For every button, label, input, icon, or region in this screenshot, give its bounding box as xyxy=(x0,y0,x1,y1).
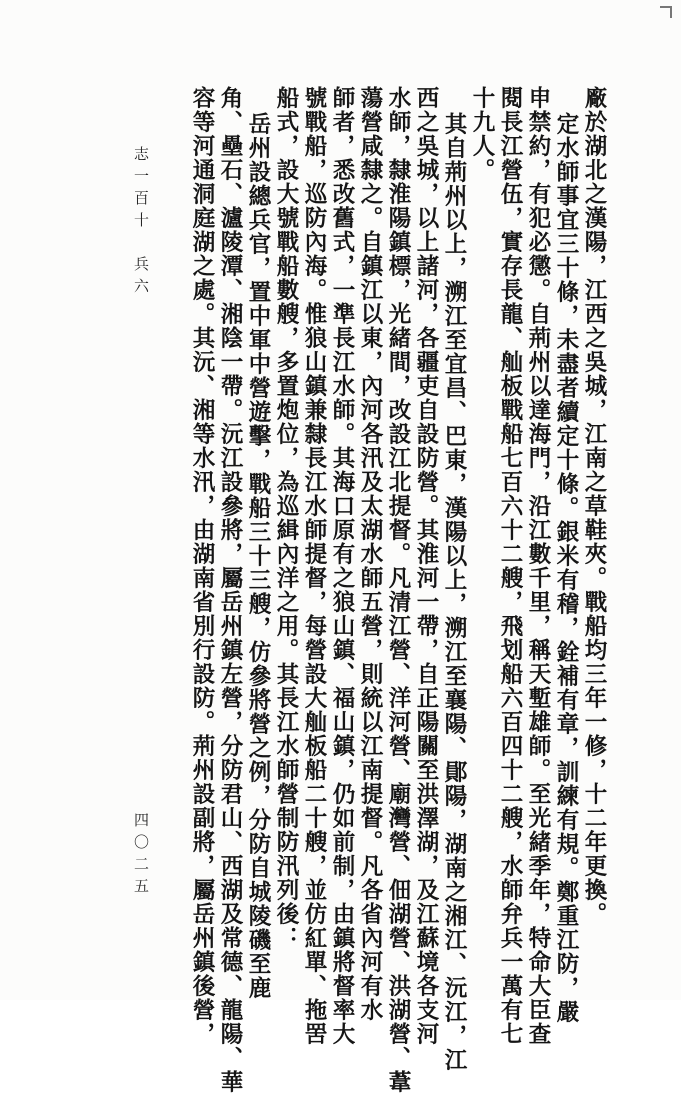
page-number: 四〇二五 xyxy=(132,812,150,900)
text-column-12: 船式，設大號戰船數艘，多置炮位，為巡緝內洋之用。其長江水師營制防汛列後： xyxy=(273,86,299,950)
text-column-7: 西之吳城，以上諸河，各疆吏自設防營。其淮河一帶，自正陽關至洪澤湖，及江蘇境各支河 xyxy=(413,86,439,1046)
text-column-13: 岳州設總兵官，置中軍中營遊擊，戰船三十三艘，仿參將營之例，分防自城陵磯至鹿 xyxy=(245,112,271,1000)
text-column-15: 容等河通洞庭湖之處。其沅、湘等水汛，由湖南省別行設防。荊州設副將，屬岳州鎮後營， xyxy=(189,86,215,1046)
text-column-9: 蕩營咸隸之。自鎮江以東，內河各汛及太湖水師五營，則統以江南提督。凡各省內河有水 xyxy=(357,86,383,1022)
text-column-10: 師者，悉改舊式，一準長江水師。其海口原有之狼山鎮、福山鎮，仍如前制，由鎮將督率大 xyxy=(329,86,355,1046)
text-column-3: 申禁約，有犯必懲。自荊州以達海門，沿江數千里，稱天塹雄師。至光緒季年，特命大臣查 xyxy=(525,86,551,1046)
text-column-11: 號戰船，巡防內海。惟狼山鎮兼隸長江水師提督，每營設大舢板船二十艘，並仿紅單、拖罟 xyxy=(301,86,327,1046)
text-column-6: 其自荊州以上，溯江至宜昌、巴東，漢陽以上，溯江至襄陽、鄖陽，湖南之湘江、沅江，江 xyxy=(441,112,467,1072)
running-head-section: 志一百十 兵六 xyxy=(132,146,150,300)
text-column-4: 閱長江營伍，實存長龍、舢板戰船七百六十二艘，飛划船六百四十二艘，水師弁兵一萬有七 xyxy=(497,86,523,1046)
crop-mark-top-right xyxy=(660,6,672,18)
text-column-8: 水師，隸淮陽鎮標，光緒間，改設江北提督。凡清江營、洋河營、廟灣營、佃湖營、洪湖營、葦 xyxy=(385,86,411,1094)
text-column-5: 十九人。 xyxy=(469,86,495,182)
text-column-1: 廠於湖北之漢陽，江西之吳城，江南之草鞋夾。戰船均三年一修，十二年更換。 xyxy=(581,86,607,926)
text-column-14: 角、壘石、瀘陵潭、湘陰一帶。沅江設參將，屬岳州鎮左營，分防君山、西湖及常德、龍陽、華 xyxy=(217,86,243,1094)
text-column-2: 定水師事宜三十條，未盡者續定十條。銀米有稽，銓補有章，訓練有規。鄭重江防，嚴 xyxy=(553,112,579,1024)
